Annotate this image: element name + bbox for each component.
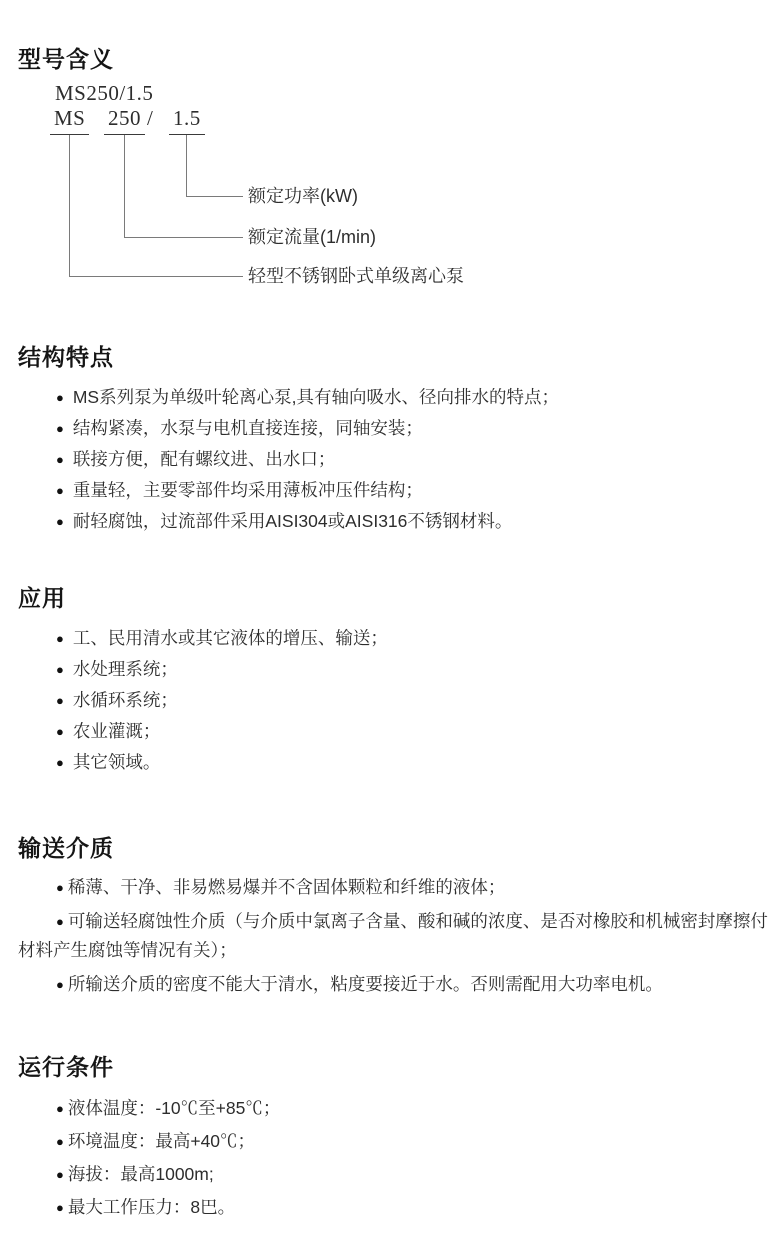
- bullet-icon: ●: [56, 693, 64, 708]
- pumped-media-heading: 输送介质: [18, 835, 114, 861]
- model-part-series: MS: [50, 106, 89, 135]
- bullet-icon: ●: [56, 483, 64, 498]
- applications-list: [18, 623, 768, 778]
- list-item: [18, 873, 768, 902]
- model-code-diagram: [18, 80, 768, 304]
- list-item: [18, 907, 768, 965]
- section-operating-conditions: [18, 1054, 768, 1224]
- list-item: [18, 654, 768, 685]
- list-item-text: 可输送轻腐蚀性介质（与介质中氯离子含量、酸和碱的浓度、是否对橡胶和机械密封摩擦付材料产生腐蚀等情况有关）；: [18, 911, 768, 960]
- list-item: [18, 475, 768, 506]
- list-item-text: 所输送介质的密度不能大于清水，粘度要接近于水。否则需配用大功率电机。: [67, 974, 663, 994]
- list-item: [18, 1125, 768, 1158]
- model-full-code: MS250/1.5: [55, 81, 154, 105]
- list-item: [18, 506, 768, 537]
- structural-features-list: [18, 382, 768, 537]
- model-part-power: 1.5: [169, 106, 205, 135]
- model-part-flow: 250: [104, 106, 145, 135]
- bullet-icon: ●: [56, 1200, 64, 1215]
- list-item-text: 海拔：最高1000m;: [67, 1164, 214, 1184]
- section-structural-features: [18, 344, 768, 537]
- bullet-icon: ●: [56, 1167, 64, 1182]
- list-item-text: 工、民用清水或其它液体的增压、输送；: [72, 628, 388, 648]
- list-item-text: 结构紧凑，水泵与电机直接连接，同轴安装；: [72, 418, 423, 438]
- list-item-text: 重量轻，主要零部件均采用薄板冲压件结构；: [72, 480, 423, 500]
- label-rated-power: 额定功率(kW): [248, 186, 358, 206]
- bullet-icon: ●: [56, 514, 64, 529]
- bullet-icon: ●: [56, 880, 64, 895]
- operating-conditions-list: [18, 1092, 768, 1224]
- bullet-icon: ●: [56, 631, 64, 646]
- bullet-icon: ●: [56, 452, 64, 467]
- list-item: [18, 1092, 768, 1125]
- list-item: [18, 1191, 768, 1224]
- list-item: [18, 1158, 768, 1191]
- list-item-text: 耐轻腐蚀，过流部件采用AISI304或AISI316不锈钢材料。: [72, 511, 513, 531]
- list-item: [18, 970, 768, 999]
- bullet-icon: ●: [56, 662, 64, 677]
- list-item: [18, 444, 768, 475]
- structural-features-heading: 结构特点: [18, 344, 114, 370]
- list-item-text: 最大工作压力：8巴。: [67, 1197, 236, 1217]
- list-item: [18, 716, 768, 747]
- list-item-text: 联接方便，配有螺纹进、出水口；: [72, 449, 336, 469]
- list-item-text: 水处理系统；: [72, 659, 178, 679]
- list-item: [18, 747, 768, 778]
- bullet-icon: ●: [56, 977, 64, 992]
- bullet-icon: ●: [56, 914, 64, 929]
- list-item-text: 环境温度：最高+40℃；: [67, 1131, 256, 1151]
- bullet-icon: ●: [56, 1101, 64, 1116]
- bullet-icon: ●: [56, 421, 64, 436]
- connector-line-series: [69, 135, 243, 277]
- pumped-media-list: [18, 873, 768, 999]
- section-pumped-media: [18, 835, 768, 999]
- list-item-text: 稀薄、干净、非易燃易爆并不含固体颗粒和纤维的液体；: [67, 877, 506, 897]
- model-part-slash: /: [147, 106, 153, 130]
- model-meaning-heading: 型号含义: [18, 46, 114, 72]
- label-rated-flow: 额定流量(1/min): [248, 227, 377, 247]
- list-item-text: 水循环系统；: [72, 690, 178, 710]
- applications-heading: 应用: [18, 585, 66, 611]
- list-item: [18, 382, 768, 413]
- list-item-text: MS系列泵为单级叶轮离心泵,具有轴向吸水、径向排水的特点；: [72, 387, 559, 407]
- list-item: [18, 685, 768, 716]
- list-item: [18, 623, 768, 654]
- label-pump-type: 轻型不锈钢卧式单级离心泵: [248, 266, 464, 286]
- operating-conditions-heading: 运行条件: [18, 1054, 114, 1080]
- bullet-icon: ●: [56, 390, 64, 405]
- list-item: [18, 413, 768, 444]
- list-item-text: 其它领域。: [72, 752, 161, 772]
- section-applications: [18, 585, 768, 778]
- bullet-icon: ●: [56, 755, 64, 770]
- list-item-text: 农业灌溉；: [72, 721, 161, 741]
- bullet-icon: ●: [56, 1134, 64, 1149]
- list-item-text: 液体温度：-10℃至+85℃；: [67, 1098, 281, 1118]
- bullet-icon: ●: [56, 724, 64, 739]
